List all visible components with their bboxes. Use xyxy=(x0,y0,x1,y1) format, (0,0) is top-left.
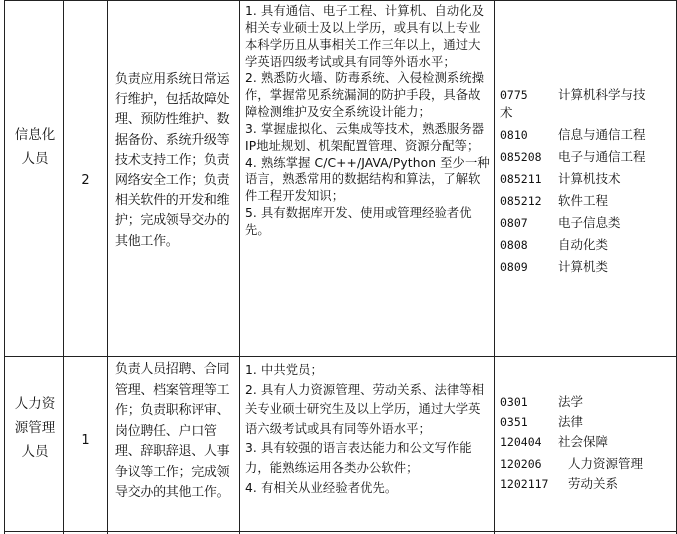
requirement-item: 3. 掌握虚拟化、云集成等技术，熟悉服务器 IP地址规划、机架配置管理、资源分配等； xyxy=(245,121,485,153)
col-line-left xyxy=(4,0,5,534)
requirement-item: 4. 有相关从业经验者优先。 xyxy=(245,480,398,495)
requirement-item: 1. 中共党员； xyxy=(245,363,323,377)
requirement-item: 5. 具有数据库开发、使用或管理经验者优先。 xyxy=(245,206,472,237)
col-line-2 xyxy=(107,0,108,534)
requirement-item: 3. 具有较强的语言表达能力和公文写作能力，能熟练运用各类办公软件； xyxy=(245,441,472,475)
table-border-top xyxy=(4,0,676,1)
job-duties: 负责人员招聘、合同管理、档案管理等工作；负责职称评审、岗位聘任、户口管理、辞职辞退、人事争议等工作；完成领导交办的其他工作。 xyxy=(115,362,230,500)
position-name: 信息化人员 xyxy=(14,127,56,167)
requirement-item: 1. 具有通信、电子工程、计算机、自动化及相关专业硕士及以上学历，或具有以上专业本科学历且从事相关工作三年以上，通过大学英语四级考试或具有同等外语水平； xyxy=(245,4,485,69)
requirement-item: 2. 熟悉防火墙、防毒系统、入侵检测系统操作，掌握常见系统漏洞的防护手段，具备故障检测维护及安全系统设计能力； xyxy=(245,71,485,120)
col-line-3 xyxy=(239,0,240,534)
major-list: 0775 计算机科学与技 术 0810 信息与通信工程 085208 电子与通信工程 085211 计算机技术 085212 软件工程 0807 电子信息类 0808 自动化类 0809 计算机类 xyxy=(500,87,646,274)
col-line-1 xyxy=(63,0,64,534)
requirement-item: 4. 熟练掌握 C/C++/JAVA/Python 至少一种语言，熟悉常用的数据结构和算法，了解软件工程开发知识； xyxy=(245,155,490,204)
job-requirements xyxy=(245,3,490,239)
position-name: 人力资源管理人员 xyxy=(14,396,56,460)
job-duties: 负责应用系统日常运行维护，包括故障处理、预防性维护、数据备份、系统升级等技术支持工作；负责网络安全工作；负责相关软件的开发和维护；完成领导交办的其他工作。 xyxy=(115,72,230,249)
job-requirements xyxy=(245,361,490,498)
row-divider xyxy=(4,356,676,357)
col-line-4 xyxy=(494,0,495,534)
requirement-item: 2. 具有人力资源管理、劳动关系、法律等相关专业硕士研究生及以上学历，通过大学英语六级考试或具有同等外语水平； xyxy=(245,382,485,436)
major-list: 0301 法学 0351 法律 120404 社会保障 120206 人力资源管理 1202117 劳动关系 xyxy=(500,394,644,491)
headcount: 2 xyxy=(81,173,90,188)
table-border-bottom xyxy=(4,531,676,532)
headcount: 1 xyxy=(81,433,90,448)
